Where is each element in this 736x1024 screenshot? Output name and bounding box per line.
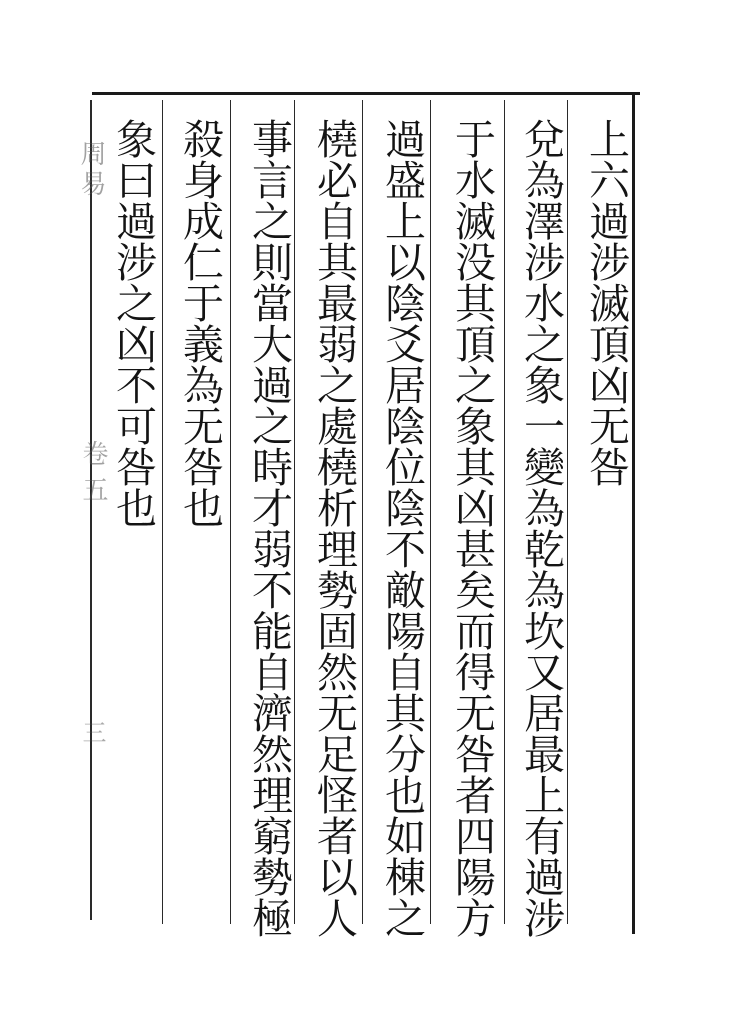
text-column-6: 事言之則當大過之時才弱不能自濟然理窮勢極 <box>245 118 293 938</box>
text-column-7: 殺身成仁于義為无咎也 <box>176 118 224 528</box>
text-column-1: 上六過涉滅頂凶无咎 <box>582 118 630 487</box>
column-divider <box>430 100 431 924</box>
margin-page-number: 三 <box>78 720 106 744</box>
text-column-3: 于水滅没其頂之象其凶甚矣而得无咎者四陽方 <box>448 118 496 938</box>
text-column-2: 兌為澤涉水之象一變為乾為坎又居最上有過涉 <box>517 118 565 938</box>
text-column-4: 過盛上以陰爻居陰位陰不敵陽自其分也如棟之 <box>378 118 426 938</box>
column-divider <box>162 100 163 924</box>
column-divider <box>567 100 568 924</box>
column-divider <box>230 100 231 924</box>
text-column-8: 象曰過涉之凶不可咎也 <box>109 118 157 528</box>
column-divider <box>362 100 363 924</box>
margin-volume: 卷五 <box>78 440 108 512</box>
text-column-5: 橈必自其最弱之處橈析理勢固然无足怪者以人 <box>310 118 358 938</box>
column-divider <box>504 100 505 924</box>
column-divider <box>294 100 295 924</box>
margin-title: 周易 <box>76 140 106 200</box>
page-frame-right-border <box>632 92 635 934</box>
page-frame-top-border <box>92 92 640 95</box>
